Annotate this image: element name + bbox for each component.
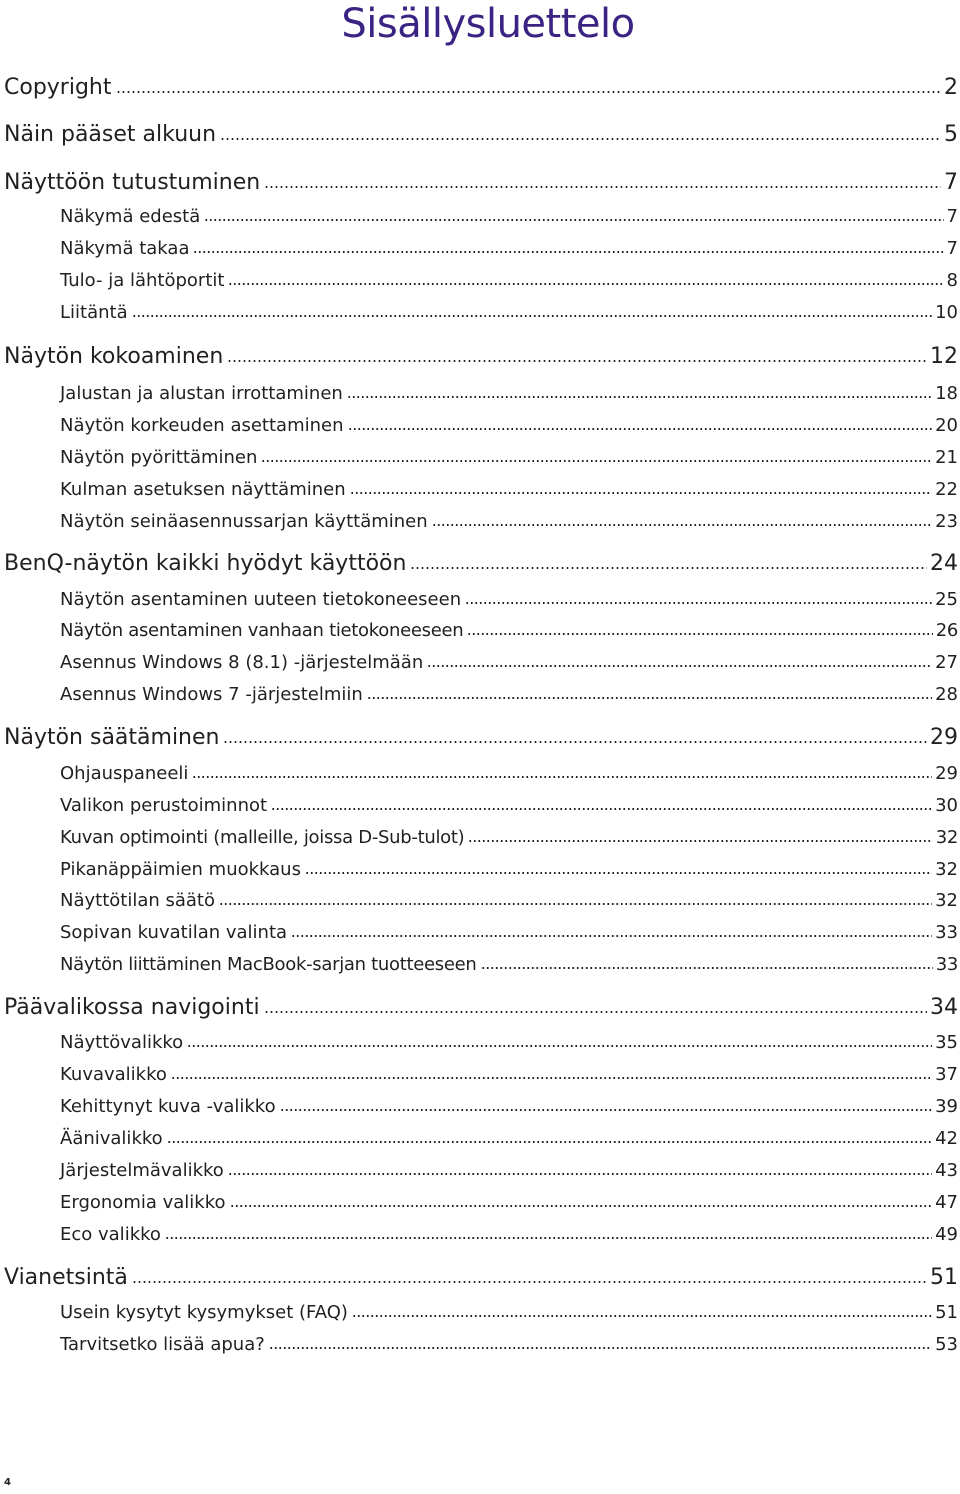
- dot-leader: [227, 359, 927, 363]
- toc-entry[interactable]: [60, 1060, 958, 1090]
- toc-entry[interactable]: [60, 1330, 958, 1360]
- toc-entry-page: 25: [935, 589, 958, 610]
- toc-entry-label: Näkymä takaa: [60, 238, 190, 259]
- toc-entry-page: 51: [935, 1302, 958, 1323]
- toc-entry-page: 43: [935, 1160, 958, 1181]
- toc-entry-page: 7: [944, 170, 958, 195]
- toc-entry-page: 34: [930, 995, 958, 1020]
- toc-entry[interactable]: [60, 823, 958, 853]
- toc-entry[interactable]: [4, 165, 958, 201]
- dot-leader: [280, 1108, 932, 1112]
- toc-entry[interactable]: [4, 117, 958, 153]
- toc-entry-label: Näytön pyörittäminen: [60, 447, 258, 468]
- toc-entry[interactable]: [4, 990, 958, 1026]
- toc-entry-label: Pikanäppäimien muokkaus: [60, 859, 301, 880]
- toc-entry[interactable]: [4, 1260, 958, 1296]
- dot-leader: [468, 839, 932, 843]
- dot-leader: [132, 314, 932, 318]
- toc-entry-page: 20: [935, 415, 958, 436]
- toc-entry-page: 23: [935, 511, 958, 532]
- toc-entry-label: Näytön asentaminen vanhaan tietokoneeseen: [60, 620, 464, 641]
- toc-entry-label: Näytön säätäminen: [4, 725, 220, 750]
- dot-leader: [223, 740, 927, 744]
- dot-leader: [352, 1314, 932, 1318]
- dot-leader: [264, 1010, 927, 1014]
- dot-leader: [220, 137, 941, 141]
- dot-leader: [467, 632, 932, 636]
- toc-entry-page: 21: [935, 447, 958, 468]
- toc-entry-label: Näin pääset alkuun: [4, 122, 217, 147]
- dot-leader: [167, 1140, 932, 1144]
- dot-leader: [132, 1280, 927, 1284]
- toc-entry[interactable]: [60, 411, 958, 441]
- toc-entry[interactable]: [60, 507, 958, 537]
- dot-leader: [165, 1236, 932, 1240]
- dot-leader: [432, 523, 932, 527]
- toc-entry-page: 49: [935, 1224, 958, 1245]
- toc-entry-page: 29: [935, 763, 958, 784]
- toc-entry-label: Kehittynyt kuva -valikko: [60, 1096, 276, 1117]
- toc-entry-page: 42: [935, 1128, 958, 1149]
- toc-entry-page: 2: [944, 75, 958, 100]
- toc-entry-page: 32: [935, 890, 958, 911]
- toc-entry-page: 7: [946, 206, 958, 227]
- toc-entry-page: 24: [930, 551, 958, 576]
- toc-entry-page: 32: [935, 827, 958, 848]
- dot-leader: [305, 871, 932, 875]
- toc-entry-page: 28: [935, 684, 958, 705]
- dot-leader: [228, 1172, 932, 1176]
- toc-entry-label: Copyright: [4, 75, 112, 100]
- toc-entry-label: Valikon perustoiminnot: [60, 795, 268, 816]
- toc-entry[interactable]: [60, 1156, 958, 1186]
- toc-entry[interactable]: [60, 475, 958, 505]
- toc-entry[interactable]: [60, 234, 958, 264]
- dot-leader: [465, 601, 932, 605]
- toc-entry-page: 35: [935, 1032, 958, 1053]
- toc-entry[interactable]: [60, 616, 958, 646]
- toc-entry[interactable]: [60, 585, 958, 615]
- toc-entry[interactable]: [60, 886, 958, 916]
- dot-leader: [347, 395, 932, 399]
- toc-entry-label: Päävalikossa navigointi: [4, 995, 260, 1020]
- toc-entry-page: 51: [930, 1265, 958, 1290]
- toc-entry-label: Näytön seinäasennussarjan käyttäminen: [60, 511, 428, 532]
- toc-entry[interactable]: [4, 546, 958, 582]
- toc-entry-page: 32: [935, 859, 958, 880]
- dot-leader: [230, 1204, 933, 1208]
- toc-entry-label: Näytön korkeuden asettaminen: [60, 415, 344, 436]
- toc-entry[interactable]: [60, 1124, 958, 1154]
- toc-entry[interactable]: [60, 759, 958, 789]
- toc-entry-label: Äänivalikko: [60, 1128, 163, 1149]
- dot-leader: [367, 696, 932, 700]
- toc-entry[interactable]: [60, 443, 958, 473]
- toc-entry[interactable]: [60, 1298, 958, 1328]
- toc-entry-page: 33: [935, 922, 958, 943]
- dot-leader: [261, 459, 932, 463]
- toc-entry-page: 18: [935, 383, 958, 404]
- toc-entry[interactable]: [60, 1092, 958, 1122]
- dot-leader: [171, 1076, 932, 1080]
- toc-entry-page: 33: [935, 954, 958, 975]
- toc-entry-page: 26: [935, 620, 958, 641]
- toc-entry[interactable]: [60, 950, 958, 980]
- toc-entry-label: Näytön liittäminen MacBook-sarjan tuotteeseen: [60, 954, 477, 975]
- toc-entry[interactable]: [4, 339, 958, 375]
- toc-entry-label: Näytön asentaminen uuteen tietokoneeseen: [60, 589, 462, 610]
- dot-leader: [187, 1044, 932, 1048]
- toc-entry-label: Liitäntä: [60, 302, 128, 323]
- toc-entry-label: Näyttötilan säätö: [60, 890, 216, 911]
- toc-entry[interactable]: [60, 298, 958, 328]
- toc-entry-page: 53: [935, 1334, 958, 1355]
- toc-entry[interactable]: [4, 720, 958, 756]
- dot-leader: [481, 966, 933, 970]
- toc-entry-page: 30: [935, 795, 958, 816]
- toc-entry[interactable]: [60, 202, 958, 232]
- dot-leader: [116, 90, 942, 94]
- toc-entry-label: BenQ-näytön kaikki hyödyt käyttöön: [4, 551, 407, 576]
- toc-entry-label: Jalustan ja alustan irrottaminen: [60, 383, 343, 404]
- dot-leader: [192, 775, 932, 779]
- toc-entry-label: Sopivan kuvatilan valinta: [60, 922, 288, 943]
- toc-entry-label: Kulman asetuksen näyttäminen: [60, 479, 346, 500]
- toc-entry[interactable]: [60, 379, 958, 409]
- toc-entry-page: 27: [935, 652, 958, 673]
- toc-entry-page: 7: [946, 238, 958, 259]
- toc-entry-label: Kuvavalikko: [60, 1064, 167, 1085]
- toc-entry-page: 47: [935, 1192, 958, 1213]
- toc-entry-page: 8: [946, 270, 958, 291]
- toc-entry-label: Näyttöön tutustuminen: [4, 170, 261, 195]
- toc-entry-label: Asennus Windows 7 -järjestelmiin: [60, 684, 363, 705]
- toc-entry-page: 22: [935, 479, 958, 500]
- toc-entry-label: Eco valikko: [60, 1224, 161, 1245]
- dot-leader: [193, 250, 943, 254]
- toc-entry-label: Tarvitsetko lisää apua?: [60, 1334, 265, 1355]
- dot-leader: [348, 427, 933, 431]
- page-number: 4: [4, 1477, 11, 1488]
- toc-entry-label: Ergonomia valikko: [60, 1192, 226, 1213]
- toc-entry-label: Kuvan optimointi (malleille, joissa D-Sub-tulot): [60, 827, 465, 848]
- dot-leader: [219, 902, 932, 906]
- dot-leader: [269, 1346, 932, 1350]
- dot-leader: [228, 282, 943, 286]
- toc-entry-label: Näyttövalikko: [60, 1032, 184, 1053]
- toc-entry-label: Usein kysytyt kysymykset (FAQ): [60, 1302, 348, 1323]
- dot-leader: [271, 807, 932, 811]
- toc-entry-page: 37: [935, 1064, 958, 1085]
- toc-entry-label: Näkymä edestä: [60, 206, 201, 227]
- dot-leader: [350, 491, 932, 495]
- toc-entry[interactable]: [4, 70, 958, 106]
- toc-entry-label: Tulo- ja lähtöportit: [60, 270, 225, 291]
- toc-entry-page: 39: [935, 1096, 958, 1117]
- dot-leader: [291, 934, 932, 938]
- toc-entry-label: Järjestelmävalikko: [60, 1160, 224, 1181]
- toc-entry[interactable]: [60, 791, 958, 821]
- toc-entry[interactable]: [60, 648, 958, 678]
- toc-entry[interactable]: [60, 918, 958, 948]
- dot-leader: [410, 566, 927, 570]
- toc-entry-label: Ohjauspaneeli: [60, 763, 189, 784]
- toc-entry-label: Vianetsintä: [4, 1265, 128, 1290]
- toc-entry[interactable]: [60, 680, 958, 710]
- toc-entry-label: Näytön kokoaminen: [4, 344, 224, 369]
- dot-leader: [204, 218, 943, 222]
- toc-entry-page: 10: [935, 302, 958, 323]
- toc-entry-page: 12: [930, 344, 958, 369]
- toc-entry-label: Asennus Windows 8 (8.1) -järjestelmään: [60, 652, 424, 673]
- dot-leader: [427, 664, 932, 668]
- toc-entry-page: 29: [930, 725, 958, 750]
- toc-entry-page: 5: [944, 122, 958, 147]
- toc-entry[interactable]: [60, 1188, 958, 1218]
- toc-entry[interactable]: [60, 1220, 958, 1250]
- toc-entry[interactable]: [60, 855, 958, 885]
- page-title: Sisällysluettelo: [341, 1, 635, 47]
- toc-entry[interactable]: [60, 1028, 958, 1058]
- toc-entry[interactable]: [60, 266, 958, 296]
- dot-leader: [264, 185, 941, 189]
